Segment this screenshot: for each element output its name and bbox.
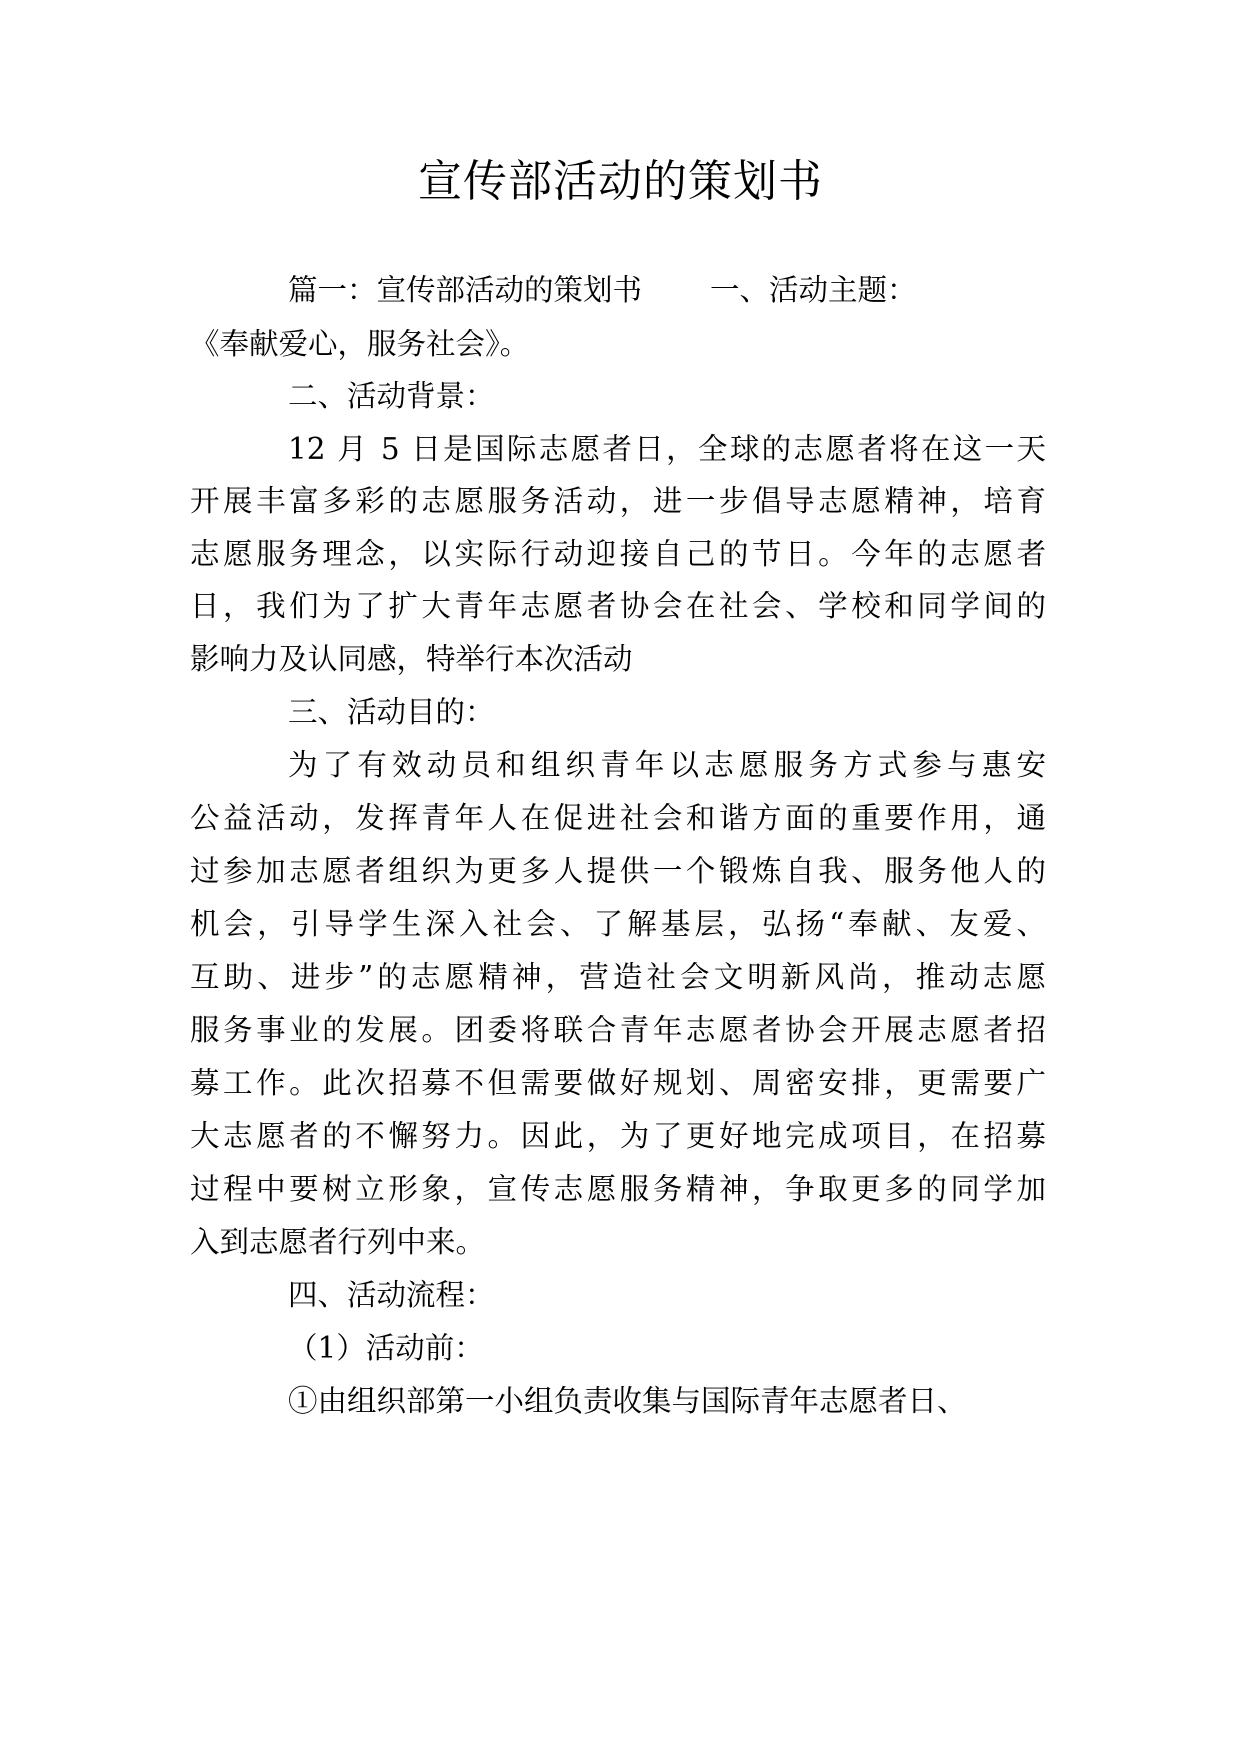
article-heading: 篇一：宣传部活动的策划书 xyxy=(288,273,643,307)
document-title: 宣传部活动的策划书 xyxy=(418,156,823,207)
section-heading-background: 二、活动背景： xyxy=(288,379,495,413)
section-heading-theme: 一、活动主题： xyxy=(710,273,917,307)
paragraph-line: 开展丰富多彩的志愿服务活动，进一步倡导志愿精神，培育 xyxy=(190,484,1046,518)
text-line-2: 《奉献爱心，服务社会》。 xyxy=(190,327,530,361)
list-item-1: ①由组织部第一小组负责收集与国际青年志愿者日、 xyxy=(288,1384,967,1418)
paragraph-line: 12 月 5 日是国际志愿者日，全球的志愿者将在这一天 xyxy=(288,432,1046,466)
text-line-1 xyxy=(288,261,917,319)
paragraph-line: 入到志愿者行列中来。 xyxy=(190,1225,486,1259)
paragraph-line: 公益活动，发挥青年人在促进社会和谐方面的重要作用，通 xyxy=(190,801,1046,835)
paragraph-line: 募工作。此次招募不但需要做好规划、周密安排，更需要广 xyxy=(190,1066,1046,1100)
sub-heading-before: （1）活动前： xyxy=(288,1331,484,1365)
paragraph-line: 服务事业的发展。团委将联合青年志愿者协会开展志愿者招 xyxy=(190,1013,1046,1047)
paragraph-line: 日，我们为了扩大青年志愿者协会在社会、学校和同学间的 xyxy=(190,589,1046,623)
paragraph-line: 过参加志愿者组织为更多人提供一个锻炼自我、服务他人的 xyxy=(190,854,1046,888)
section-heading-purpose: 三、活动目的： xyxy=(288,695,495,729)
paragraph-line: 过程中要树立形象，宣传志愿服务精神，争取更多的同学加 xyxy=(190,1172,1046,1206)
paragraph-line: 机会，引导学生深入社会、了解基层，弘扬“奉献、友爱、 xyxy=(190,907,1046,941)
section-heading-process: 四、活动流程： xyxy=(288,1278,495,1312)
paragraph-line: 大志愿者的不懈努力。因此，为了更好地完成项目，在招募 xyxy=(190,1119,1046,1153)
paragraph-line: 互助、进步”的志愿精神，营造社会文明新风尚，推动志愿 xyxy=(190,960,1046,994)
paragraph-line: 为了有效动员和组织青年以志愿服务方式参与惠安 xyxy=(288,748,1046,782)
paragraph-line: 志愿服务理念，以实际行动迎接自己的节日。今年的志愿者 xyxy=(190,537,1046,571)
paragraph-line: 影响力及认同感，特举行本次活动 xyxy=(190,642,633,676)
